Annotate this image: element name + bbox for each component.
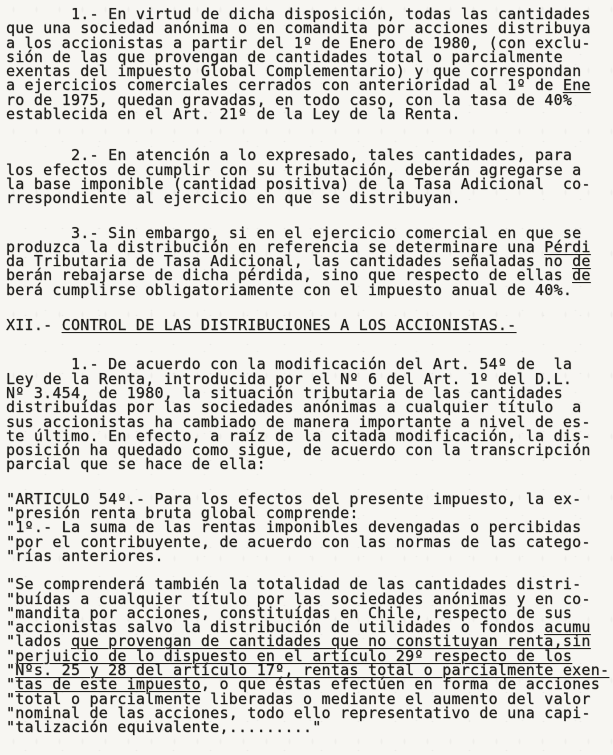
section-heading-xii: [6, 316, 610, 335]
text-segment: te último. En efecto, a raíz de la citada modificación, la dis-: [6, 426, 591, 445]
underlined-text: que provengan de cantidades que no constituyan renta,sin: [70, 632, 591, 651]
underlined-text: acumu: [544, 618, 591, 637]
text-segment: "buídas a cualquier título por las sociedades anónimas y en co-: [6, 589, 591, 608]
text-segment: sus accionistas ha cambiado de manera importante a nivel de es-: [6, 412, 591, 431]
text-segment: ": [6, 660, 16, 679]
text-segment: "talización equivalente,.........": [6, 718, 322, 737]
underlined-text: CONTROL DE LAS DISTRIBUCIONES A LOS ACCIONISTAS.-: [61, 316, 517, 335]
text-segment: berán rebajarse de dicha pérdida, sino que respecto de ellas: [6, 266, 573, 285]
underlined-text: Ene: [562, 76, 591, 95]
text-segment: , o que éstas efectúen en forma de acciones: [200, 675, 600, 694]
text-line: [6, 455, 610, 474]
text-segment: "presión renta bruta global comprende:: [6, 504, 359, 523]
underlined-text: Pérdi: [544, 237, 591, 256]
underlined-text: de: [572, 266, 591, 285]
text-segment: "por el contribuyente, de acuerdo con las normas de las catego-: [6, 532, 591, 551]
text-segment: 1.- En virtud de dicha disposición, todas las cantidades: [6, 5, 591, 23]
text-segment: la base imponible (cantidad positiva) de la Tasa Adicional co-: [6, 174, 591, 193]
text-segment: rrespondiente al ejercicio en que se distribuyan.: [6, 189, 461, 208]
text-line: [6, 718, 610, 737]
text-segment: posición ha quedado como sigue, de acuerdo con la transcripción: [6, 441, 591, 460]
text-segment: 1.- De acuerdo con la modificación del Art. 54º de la: [6, 355, 573, 374]
text-segment: Nº 3.454, de 1980, la situación tributaria de las cantidades: [6, 383, 563, 402]
text-line: [6, 546, 610, 565]
document-content: [6, 5, 610, 737]
text-segment: "Se comprenderá también la totalidad de las cantidades distri-: [6, 575, 582, 594]
underlined-text: tas de este impuesto: [15, 675, 201, 694]
intro-point-2: [6, 146, 610, 208]
text-segment: a los accionistas a partir del 1º de Enero de 1980, (con exclu-: [6, 33, 591, 52]
text-segment: Ley de la Renta, introducida por el Nº 6 del Art. 1º del D.L.: [6, 369, 573, 388]
text-segment: XII.-: [6, 316, 62, 335]
text-segment: "total o parcialmente liberadas o mediante el aumento del valor: [6, 689, 591, 708]
text-segment: "accionistas salvo la distribución de utilidades o fondos: [6, 618, 545, 637]
text-segment: "nominal de las acciones, todo ello representativo de una capi-: [6, 703, 591, 722]
text-segment: establecida en el Art. 21º de la Ley de la Renta.: [6, 105, 461, 124]
text-segment: "rías anteriores.: [6, 546, 164, 565]
text-segment: exentas del impuesto Global Complementario) y que correspondan: [6, 62, 582, 81]
text-line: [6, 105, 610, 124]
text-segment: que una sociedad anónima o en comandita por acciones distribuya: [6, 19, 591, 38]
quote-cantidades-distribuidas: [6, 575, 610, 737]
quote-articulo-54: [6, 489, 610, 565]
text-segment: berá cumplirse obligatoriamente con el impuesto anual de 40%.: [6, 280, 573, 299]
text-line: [6, 189, 610, 208]
text-segment: los efectos de cumplir con su tributación, deberán agregarse a: [6, 160, 582, 179]
text-line: [6, 316, 610, 335]
text-line: [6, 280, 610, 299]
text-segment: a ejercicios comerciales cerrados con anterioridad al 1º de: [6, 76, 563, 95]
text-segment: ": [6, 675, 16, 694]
text-segment: ": [6, 646, 16, 665]
text-segment: sión de las que provengan de cantidades total o parcialmente: [6, 47, 563, 66]
text-segment: parcial que se hace de ella:: [6, 455, 266, 474]
text-segment: "mandita por acciones, constituídas en Chile, respecto de sus: [6, 603, 573, 622]
text-segment: 2.- En atención a lo expresado, tales cantidades, para: [6, 146, 573, 165]
text-segment: "lados: [6, 632, 71, 651]
text-segment: ro de 1975, quedan gravadas, en todo caso, con la tasa de 40%: [6, 90, 573, 109]
underlined-text: perjuicio de lo dispuesto en el artículo 29º respecto de los: [15, 646, 573, 665]
text-segment: produzca la distribución en referencia se determinare una: [6, 237, 545, 256]
intro-point-3: [6, 223, 610, 299]
underlined-text: de: [572, 252, 591, 271]
text-segment: 3.- Sin embargo, si en el ejercicio comercial en que se: [6, 223, 582, 242]
text-segment: "ARTICULO 54º.- Para los efectos del presente impuesto, la ex-: [6, 489, 582, 508]
text-segment: "1º.- La suma de las rentas imponibles devengadas o percibidas: [6, 518, 582, 537]
text-segment: da Tributaria de Tasa Adicional, las cantidades señaladas no: [6, 252, 573, 271]
intro-point-1: [6, 5, 610, 124]
text-segment: distribuídas por las sociedades anónimas a cualquier título a: [6, 398, 582, 417]
section-point-1: [6, 355, 610, 474]
underlined-text: Nºs. 25 y 28 del artículo 17º, rentas total o parcialmente exen-: [15, 660, 610, 679]
